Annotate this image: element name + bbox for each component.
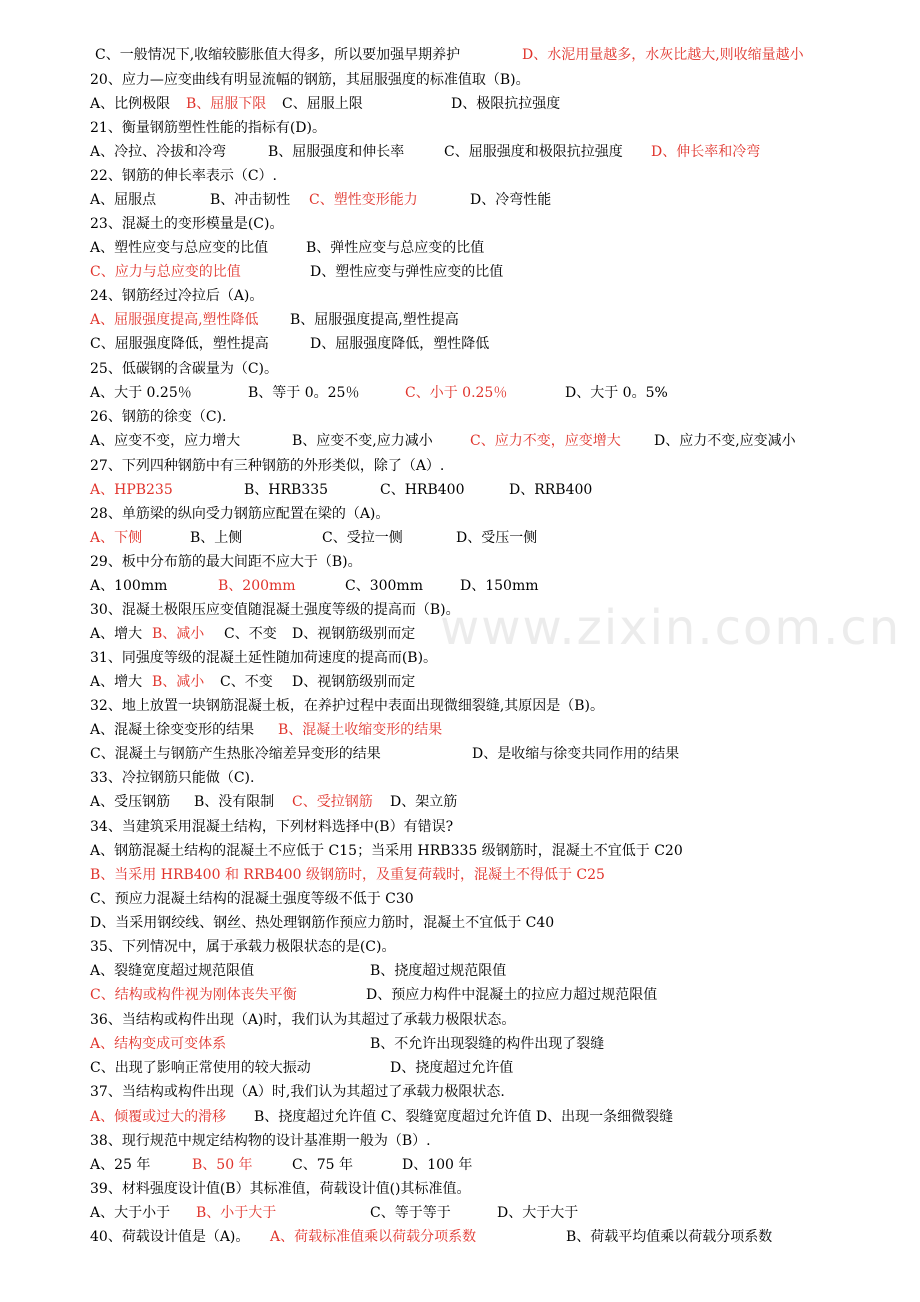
text-line [0, 43, 920, 67]
answer-text: C、塑性变形能力 [309, 192, 418, 208]
answer-text: B、小于大于 [196, 1205, 277, 1221]
question-text: D、应力不变,应变减小 [654, 433, 796, 449]
question-text: C、预应力混凝土结构的混凝土强度等级不低于 C30 [90, 891, 414, 907]
text-line [0, 670, 920, 694]
text-line [0, 429, 920, 453]
question-text: B、弹性应变与总应变的比值 [306, 240, 485, 256]
text-line [0, 332, 920, 356]
question-text: 37、当结构或构件出现（A）时,我们认为其超过了承载力极限状态. [90, 1084, 505, 1100]
question-text: B、HRB335 [244, 482, 329, 498]
text-line [0, 646, 920, 670]
text-line [0, 68, 920, 92]
text-line [0, 405, 920, 429]
question-text: C、不变 [220, 674, 273, 690]
question-text: B、没有限制 [194, 794, 275, 810]
question-text: C、300mm [345, 578, 423, 594]
text-line [0, 839, 920, 863]
text-line [0, 526, 920, 550]
question-text: D、冷弯性能 [470, 192, 552, 208]
text-line [0, 236, 920, 260]
text-line [0, 1056, 920, 1080]
answer-text: A、倾覆或过大的滑移 [90, 1109, 227, 1125]
question-text: 24、钢筋经过冷拉后（A)。 [90, 288, 264, 304]
question-text: A、大于 0.25％ [90, 385, 192, 401]
text-line [0, 116, 920, 140]
text-line [0, 550, 920, 574]
text-line [0, 502, 920, 526]
question-text: A、比例极限 [90, 96, 171, 112]
question-text: A、屈服点 [90, 192, 157, 208]
question-text: D、视钢筋级别而定 [292, 674, 416, 690]
answer-text: A、下侧 [90, 530, 143, 546]
question-text: 26、钢筋的徐变（C). [90, 409, 227, 425]
question-text: 23、混凝土的变形模量是(C)。 [90, 216, 284, 232]
question-text: C、不变 [224, 626, 277, 642]
answer-text: B、减小 [152, 626, 205, 642]
text-line [0, 935, 920, 959]
question-text: B、应变不变,应力减小 [292, 433, 433, 449]
question-text: A、100mm [90, 578, 168, 594]
question-text: A、增大 [90, 674, 143, 690]
question-text: B、等于 0。25％ [248, 385, 360, 401]
question-text: B、上侧 [190, 530, 243, 546]
text-line [0, 1105, 920, 1129]
text-line [0, 622, 920, 646]
question-text: D、挠度超过允许值 [390, 1060, 514, 1076]
text-line [0, 92, 920, 116]
question-text: C、75 年 [292, 1157, 353, 1173]
question-text: 38、现行规范中规定结构物的设计基准期一般为（B）. [90, 1133, 431, 1149]
question-text: 22、钢筋的伸长率表示（C）. [90, 168, 277, 184]
question-text: 39、材料强度设计值(B）其标准值，荷载设计值()其标准值。 [90, 1181, 471, 1197]
answer-text: D、水泥用量越多，水灰比越大,则收缩量越小 [522, 47, 804, 63]
text-line [0, 357, 920, 381]
text-line [0, 1129, 920, 1153]
question-text: D、是收缩与徐变共同作用的结果 [472, 746, 680, 762]
question-text: A、冷拉、冷拔和冷弯 [90, 144, 227, 160]
text-line [0, 598, 920, 622]
text-line [0, 260, 920, 284]
text-line [0, 983, 920, 1007]
question-text: C、等于等于 [370, 1205, 451, 1221]
answer-text: A、屈服强度提高,塑性降低 [90, 312, 259, 328]
answer-text: C、小于 0.25％ [405, 385, 508, 401]
question-text: B、挠度超过允许值 C、裂缝宽度超过允许值 D、出现一条细微裂缝 [254, 1109, 674, 1125]
question-text: 30、混凝土极限压应变值随混凝土强度等级的提高而（B)。 [90, 602, 460, 618]
question-text: 34、当建筑采用混凝土结构，下列材料选择中(B）有错误? [90, 819, 454, 835]
question-text: B、冲击韧性 [210, 192, 291, 208]
answer-text: B、当采用 HRB400 和 RRB400 级钢筋时，及重复荷载时，混凝土不得低于 C25 [90, 867, 605, 883]
question-text: C、屈服强度降低，塑性提高 [90, 336, 269, 352]
text-line [0, 1201, 920, 1225]
text-line [0, 1225, 920, 1249]
question-text: D、视钢筋级别而定 [292, 626, 416, 642]
answer-text: A、荷载标准值乘以荷载分项系数 [270, 1229, 477, 1245]
answer-text: D、伸长率和冷弯 [651, 144, 761, 160]
text-line [0, 164, 920, 188]
question-text: B、屈服强度提高,塑性提高 [290, 312, 459, 328]
text-line [0, 1153, 920, 1177]
question-text: D、150mm [460, 578, 539, 594]
question-text: D、预应力构件中混凝土的拉应力超过规范限值 [366, 987, 658, 1003]
question-text: 32、地上放置一块钢筋混凝土板，在养护过程中表面出现微细裂缝,其原因是（B)。 [90, 698, 605, 714]
text-line [0, 140, 920, 164]
text-line [0, 1177, 920, 1201]
text-line [0, 284, 920, 308]
question-text: A、塑性应变与总应变的比值 [90, 240, 269, 256]
text-line [0, 766, 920, 790]
question-text: D、塑性应变与弹性应变的比值 [310, 264, 504, 280]
question-text: 31、同强度等级的混凝土延性随加荷速度的提高而(B)。 [90, 650, 438, 666]
question-text: D、RRB400 [509, 482, 593, 498]
text-line [0, 454, 920, 478]
text-line [0, 1080, 920, 1104]
text-line [0, 742, 920, 766]
question-text: 40、荷载设计值是（A)。 [90, 1229, 250, 1245]
question-text: 33、冷拉钢筋只能做（C). [90, 770, 255, 786]
text-line [0, 478, 920, 502]
question-text: D、极限抗拉强度 [451, 96, 561, 112]
question-text: C、混凝土与钢筋产生热胀冷缩差异变形的结果 [90, 746, 381, 762]
question-text: D、大于大于 [497, 1205, 579, 1221]
question-text: C、出现了影响正常使用的较大振动 [90, 1060, 311, 1076]
question-text: C、屈服强度和极限抗拉强度 [444, 144, 623, 160]
text-line [0, 887, 920, 911]
answer-text: A、HPB235 [90, 482, 173, 498]
text-line [0, 790, 920, 814]
answer-text: A、结构变成可变体系 [90, 1036, 227, 1052]
text-line [0, 1032, 920, 1056]
text-line [0, 863, 920, 887]
question-text: C、HRB400 [380, 482, 465, 498]
answer-text: C、应力与总应变的比值 [90, 264, 241, 280]
text-line [0, 694, 920, 718]
answer-text: C、结构或构件视为刚体丧失平衡 [90, 987, 297, 1003]
question-text: B、荷载平均值乘以荷载分项系数 [566, 1229, 773, 1245]
question-text: 36、当结构或构件出现（A)时，我们认为其超过了承载力极限状态。 [90, 1012, 516, 1028]
text-line [0, 574, 920, 598]
question-text: 28、单筋梁的纵向受力钢筋应配置在梁的（A)。 [90, 506, 390, 522]
question-text: A、应变不变，应力增大 [90, 433, 241, 449]
answer-text: B、混凝土收缩变形的结果 [278, 722, 443, 738]
question-text: B、挠度超过规范限值 [370, 963, 507, 979]
answer-text: C、应力不变，应变增大 [470, 433, 621, 449]
question-text: B、不允许出现裂缝的构件出现了裂缝 [370, 1036, 605, 1052]
question-text: A、增大 [90, 626, 143, 642]
question-text: 25、低碳钢的含碳量为（C)。 [90, 361, 278, 377]
question-text: 21、衡量钢筋塑性性能的指标有(D)。 [90, 120, 326, 136]
question-text: D、大于 0。5% [565, 385, 668, 401]
question-text: B、屈服强度和伸长率 [268, 144, 405, 160]
question-text: A、混凝土徐变变形的结果 [90, 722, 255, 738]
question-text: C、一般情况下,收缩较膨胀值大得多，所以要加强早期养护 [95, 47, 461, 63]
question-text: A、钢筋混凝土结构的混凝土不应低于 C15；当采用 HRB335 级钢筋时，混凝土不宜低于 C20 [90, 843, 683, 859]
answer-text: B、200mm [218, 578, 296, 594]
text-line [0, 815, 920, 839]
question-text: C、受拉一侧 [322, 530, 403, 546]
question-text: D、当采用钢绞线、钢丝、热处理钢筋作预应力筋时，混凝土不宜低于 C40 [90, 915, 555, 931]
text-line [0, 308, 920, 332]
answer-text: C、受拉钢筋 [292, 794, 373, 810]
text-line [0, 911, 920, 935]
question-text: D、屈服强度降低，塑性降低 [310, 336, 490, 352]
text-line [0, 718, 920, 742]
text-line [0, 381, 920, 405]
question-text: 27、下列四种钢筋中有三种钢筋的外形类似，除了（A）. [90, 458, 445, 474]
watermark: www.zixin.com.cn [440, 600, 902, 656]
question-text: C、屈服上限 [282, 96, 363, 112]
answer-text: B、屈服下限 [186, 96, 267, 112]
question-text: D、架立筋 [390, 794, 458, 810]
question-text: A、大于小于 [90, 1205, 171, 1221]
question-text: A、25 年 [90, 1157, 151, 1173]
text-line [0, 188, 920, 212]
question-text: 29、板中分布筋的最大间距不应大于（B)。 [90, 554, 362, 570]
answer-text: B、减小 [152, 674, 205, 690]
question-text: A、裂缝宽度超过规范限值 [90, 963, 255, 979]
question-text: D、100 年 [402, 1157, 473, 1173]
question-text: A、受压钢筋 [90, 794, 171, 810]
question-text: D、受压一侧 [456, 530, 538, 546]
text-line [0, 1008, 920, 1032]
text-line [0, 959, 920, 983]
question-text: 35、下列情况中，属于承载力极限状态的是(C)。 [90, 939, 396, 955]
answer-text: B、50 年 [192, 1157, 253, 1173]
question-text: 20、应力—应变曲线有明显流幅的钢筋，其屈服强度的标准值取（B)。 [90, 72, 530, 88]
text-line [0, 212, 920, 236]
